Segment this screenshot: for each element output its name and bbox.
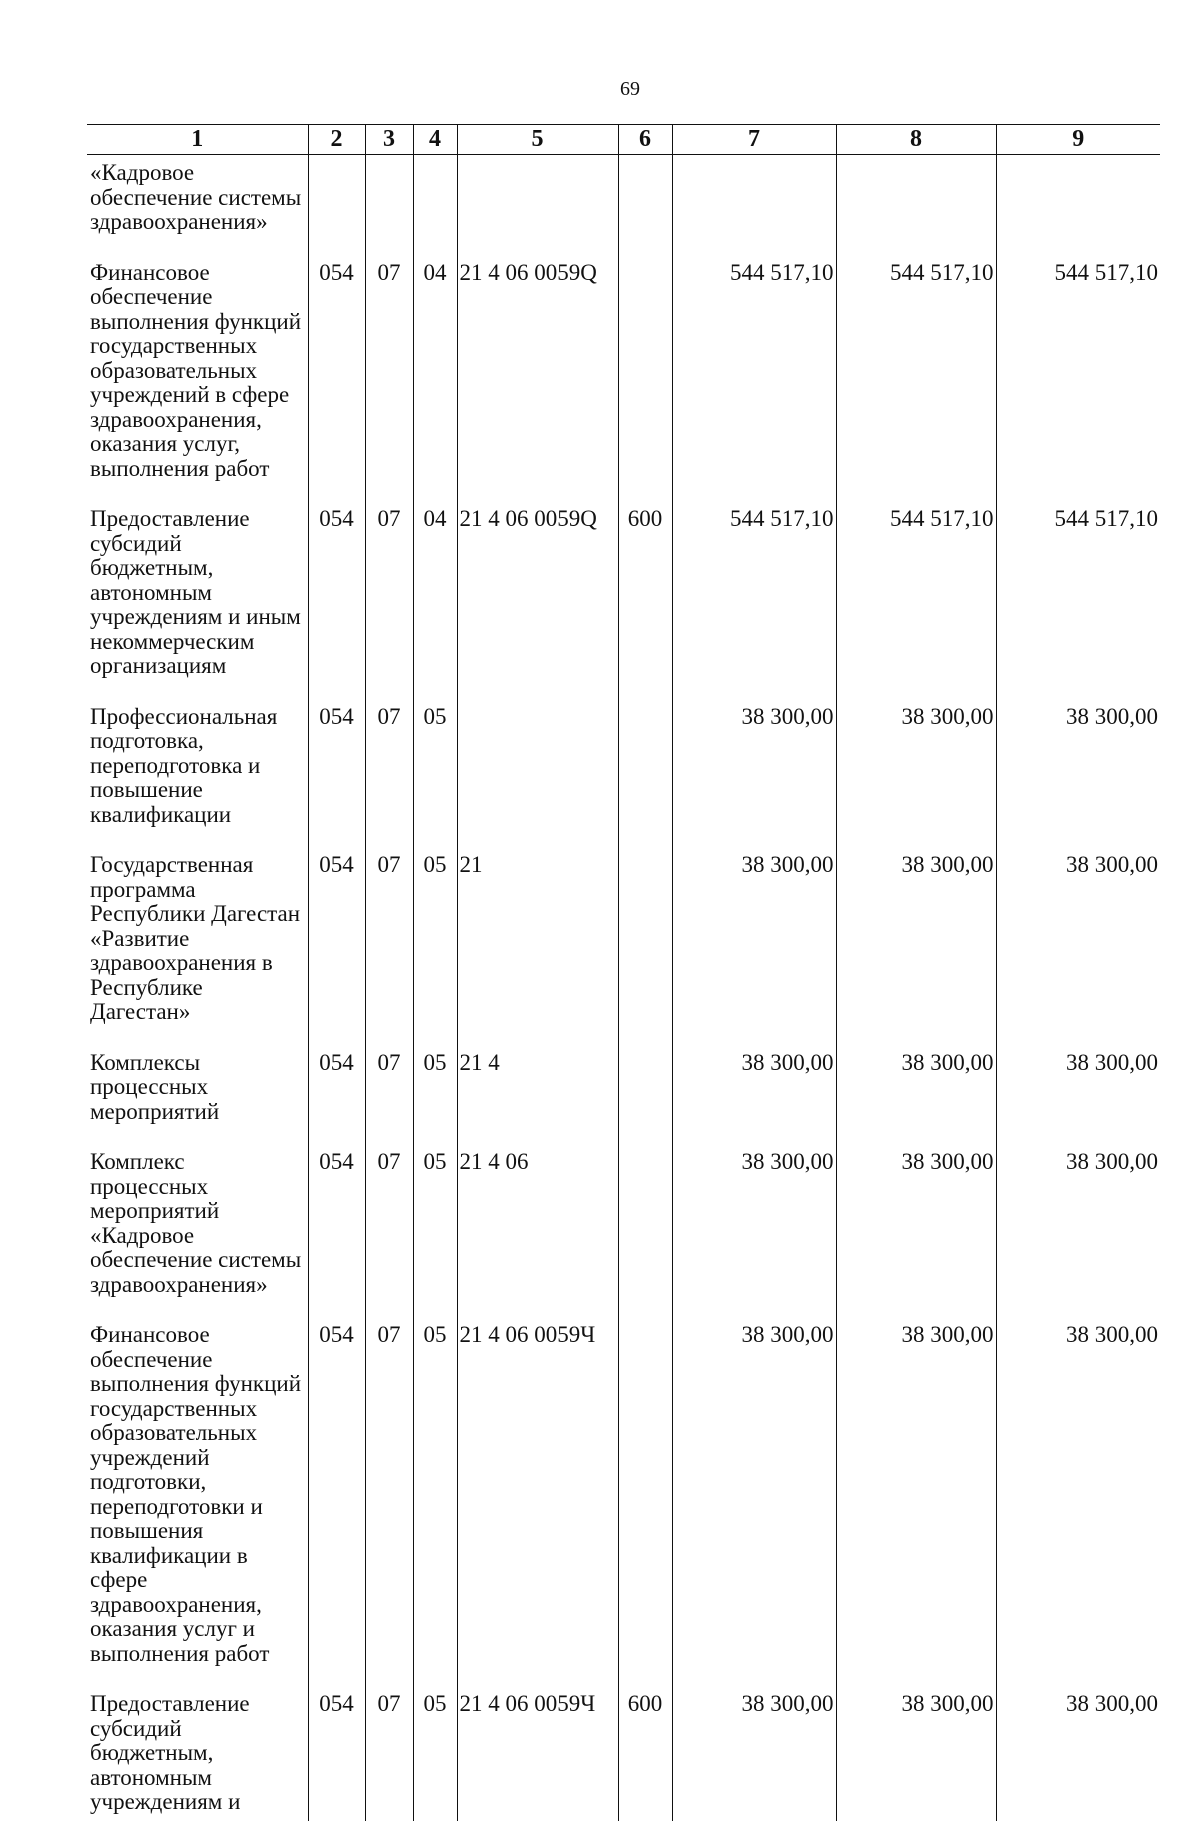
column-header-8: 8	[836, 125, 996, 155]
cell-amount-8: 38 300,00	[836, 1146, 996, 1319]
cell-grbs: 054	[308, 1047, 365, 1147]
cell-subsection: 05	[413, 1047, 457, 1147]
cell-section: 07	[365, 1688, 413, 1821]
cell-expense-type	[618, 1319, 672, 1688]
cell-subsection: 05	[413, 1146, 457, 1319]
column-header-3: 3	[365, 125, 413, 155]
cell-expense-type: 600	[618, 1688, 672, 1821]
cell-target-article: 21 4 06 0059Q	[457, 257, 618, 504]
row-name: Финансовое обеспечение выполнения функций государственных образовательных учреждений в сфере здравоохранения, оказания услуг, выполнения работ	[90, 259, 301, 481]
cell-amount-9: 38 300,00	[996, 1047, 1160, 1147]
cell-section: 07	[365, 503, 413, 701]
cell-subsection: 04	[413, 257, 457, 504]
cell-subsection: 05	[413, 1319, 457, 1688]
cell-amount-7: 38 300,00	[672, 849, 836, 1047]
cell-section	[365, 155, 413, 257]
cell-section: 07	[365, 1146, 413, 1319]
cell-amount-7: 544 517,10	[672, 257, 836, 504]
cell-amount-8: 38 300,00	[836, 849, 996, 1047]
column-header-6: 6	[618, 125, 672, 155]
row-name: Комплекс процессных мероприятий «Кадровое обеспечение системы здравоохранения»	[90, 1149, 302, 1297]
cell-target-article: 21	[457, 849, 618, 1047]
row-name: Предоставление субсидий бюджетным, автономным учреждениям и	[90, 1691, 250, 1814]
table-row	[87, 503, 1160, 701]
cell-amount-9: 544 517,10	[996, 257, 1160, 504]
cell-grbs: 054	[308, 503, 365, 701]
cell-expense-type	[618, 155, 672, 257]
row-name: Комплексы процессных мероприятий	[90, 1049, 220, 1124]
cell-subsection: 04	[413, 503, 457, 701]
cell-grbs: 054	[308, 1688, 365, 1821]
cell-expense-type	[618, 849, 672, 1047]
cell-amount-7	[672, 155, 836, 257]
cell-target-article	[457, 701, 618, 850]
cell-amount-9: 38 300,00	[996, 1319, 1160, 1688]
table-row	[87, 1688, 1160, 1821]
cell-subsection: 05	[413, 701, 457, 850]
column-header-1: 1	[87, 125, 308, 155]
row-name: Государственная программа Республики Дагестан «Развитие здравоохранения в Республике Дагестан»	[90, 852, 300, 1024]
cell-section: 07	[365, 701, 413, 850]
column-header-5: 5	[457, 125, 618, 155]
cell-amount-8: 38 300,00	[836, 1047, 996, 1147]
cell-subsection	[413, 155, 457, 257]
row-name: Профессиональная подготовка, переподготовка и повышение квалификации	[90, 703, 278, 827]
column-header-4: 4	[413, 125, 457, 155]
cell-amount-9: 38 300,00	[996, 1146, 1160, 1319]
cell-amount-9: 38 300,00	[996, 701, 1160, 850]
cell-grbs: 054	[308, 1146, 365, 1319]
cell-amount-7: 38 300,00	[672, 1146, 836, 1319]
cell-target-article: 21 4 06	[457, 1146, 618, 1319]
cell-target-article: 21 4 06 0059Q	[457, 503, 618, 701]
cell-amount-8: 544 517,10	[836, 503, 996, 701]
cell-section: 07	[365, 849, 413, 1047]
cell-grbs: 054	[308, 849, 365, 1047]
cell-target-article: 21 4 06 0059Ч	[457, 1319, 618, 1688]
cell-amount-8	[836, 155, 996, 257]
cell-target-article	[457, 155, 618, 257]
table-row	[87, 701, 1160, 850]
table-row	[87, 1047, 1160, 1147]
cell-amount-8: 544 517,10	[836, 257, 996, 504]
cell-amount-7: 544 517,10	[672, 503, 836, 701]
cell-amount-9: 38 300,00	[996, 849, 1160, 1047]
cell-subsection: 05	[413, 1688, 457, 1821]
header-row	[87, 125, 1160, 155]
cell-grbs: 054	[308, 701, 365, 850]
table-row	[87, 155, 1160, 257]
cell-expense-type	[618, 1047, 672, 1147]
table-row	[87, 849, 1160, 1047]
column-header-2: 2	[308, 125, 365, 155]
cell-target-article: 21 4 06 0059Ч	[457, 1688, 618, 1821]
cell-amount-7: 38 300,00	[672, 1688, 836, 1821]
cell-amount-9: 544 517,10	[996, 503, 1160, 701]
column-header-9: 9	[996, 125, 1160, 155]
row-name: «Кадровое обеспечение системы здравоохранения»	[90, 160, 302, 234]
cell-section: 07	[365, 257, 413, 504]
row-name: Предоставление субсидий бюджетным, автономным учреждениям и иным некоммерческим организациям	[90, 506, 301, 678]
table-row	[87, 1319, 1160, 1688]
cell-expense-type	[618, 1146, 672, 1319]
budget-table	[87, 124, 1160, 1821]
cell-expense-type: 600	[618, 503, 672, 701]
column-header-7: 7	[672, 125, 836, 155]
table-row	[87, 257, 1160, 504]
cell-amount-7: 38 300,00	[672, 1047, 836, 1147]
cell-section: 07	[365, 1047, 413, 1147]
cell-amount-7: 38 300,00	[672, 1319, 836, 1688]
cell-amount-7: 38 300,00	[672, 701, 836, 850]
cell-amount-9: 38 300,00	[996, 1688, 1160, 1821]
table-row	[87, 1146, 1160, 1319]
cell-section: 07	[365, 1319, 413, 1688]
cell-grbs: 054	[308, 257, 365, 504]
cell-grbs	[308, 155, 365, 257]
row-name: Финансовое обеспечение выполнения функций государственных образовательных учреждений подготовки, переподготовки и повышения квалификации в сфере здравоохранения, оказания услуг и выполнения работ	[90, 1322, 301, 1666]
cell-amount-8: 38 300,00	[836, 1688, 996, 1821]
cell-expense-type	[618, 257, 672, 504]
cell-amount-8: 38 300,00	[836, 701, 996, 850]
cell-amount-8: 38 300,00	[836, 1319, 996, 1688]
cell-target-article: 21 4	[457, 1047, 618, 1147]
page-number: 69	[620, 78, 640, 100]
cell-subsection: 05	[413, 849, 457, 1047]
cell-expense-type	[618, 701, 672, 850]
cell-amount-9	[996, 155, 1160, 257]
cell-grbs: 054	[308, 1319, 365, 1688]
